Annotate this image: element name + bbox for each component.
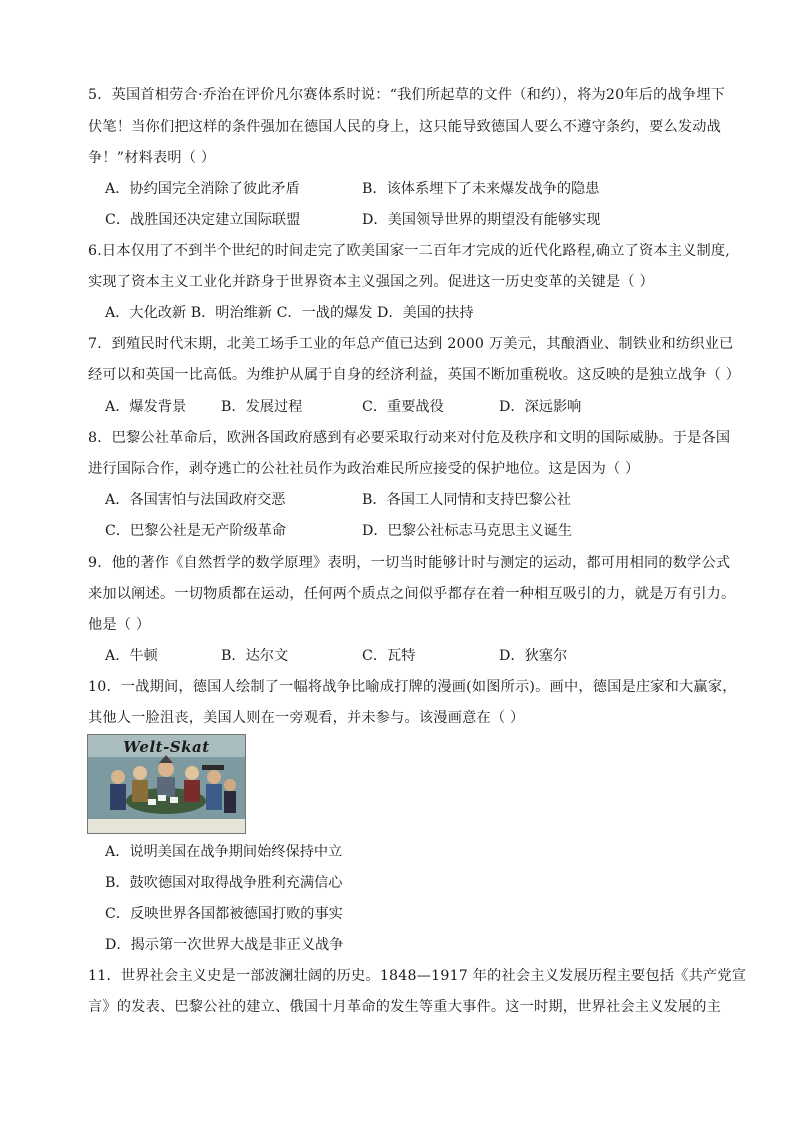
q8-stem-line-1: 8．巴黎公社革命后，欧洲各国政府感到有必要采取行动来对付危及秩序和文明的国际威胁。于是各国 xyxy=(88,430,731,446)
q9-option-b: B．达尔文 xyxy=(221,648,289,664)
q11-stem-line-1: 11．世界社会主义史是一部波澜壮阔的历史。1848—1917 年的社会主义发展历程主要包括《共产党宣 xyxy=(88,968,747,984)
q8-option-c: C．巴黎公社是无产阶级革命 xyxy=(105,523,287,539)
q10-stem-line-1: 10．一战期间，德国人绘制了一幅将战争比喻成打牌的漫画(如图所示)。画中，德国是庄家和大赢家， xyxy=(88,679,737,695)
q6-stem-line-1: 6.日本仅用了不到半个世纪的时间走完了欧美国家一二百年才完成的近代化路程,确立了资本主义制度, xyxy=(88,243,731,259)
q9-stem-line-3: 他是（ ） xyxy=(88,617,151,633)
q5-stem-line-2: 伏笔！当你们把这样的条件强加在德国人民的身上，这只能导致德国人要么不遵守条约，要么发动战 xyxy=(88,119,722,135)
q5-option-b: B．该体系埋下了未来爆发战争的隐患 xyxy=(362,181,600,197)
q8-stem-line-2: 进行国际合作，剥夺逃亡的公社社员作为政治难民所应接受的保护地位。这是因为（ ） xyxy=(88,461,640,477)
q8-option-d: D．巴黎公社标志马克思主义诞生 xyxy=(362,523,573,539)
cartoon-caption-strip xyxy=(88,819,245,833)
q7-option-c: C．重要战役 xyxy=(362,399,444,415)
q8-option-b: B．各国工人同情和支持巴黎公社 xyxy=(362,492,572,508)
q9-option-a: A．牛顿 xyxy=(105,648,158,664)
q7-option-d: D．深远影响 xyxy=(499,399,582,415)
q7-stem-line-2: 经可以和英国一比高低。为维护从属于自身的经济利益，英国不断加重税收。这反映的是独立战争（ ） xyxy=(88,367,741,383)
q5-stem-line-1: 5．英国首相劳合·乔治在评价凡尔赛体系时说：“我们所起草的文件（和约），将为20年后的战争埋下 xyxy=(88,87,726,103)
q6-stem-line-2: 实现了资本主义工业化并跻身于世界资本主义强国之列。促进这一历史变革的关键是（ ） xyxy=(88,274,654,290)
q11-stem-line-2: 言》的发表、巴黎公社的建立、俄国十月革命的发生等重大事件。这一时期，世界社会主义发展的主 xyxy=(88,999,722,1015)
q10-option-b: B．鼓吹德国对取得战争胜利充满信心 xyxy=(105,875,343,891)
q9-stem-line-1: 9．他的著作《自然哲学的数学原理》表明，一切当时能够计时与测定的运动，都可用相同的数学公式 xyxy=(88,555,731,571)
q10-stem-line-2: 其他人一脸沮丧，美国人则在一旁观看，并未参与。该漫画意在（ ） xyxy=(88,710,525,726)
q9-option-c: C．瓦特 xyxy=(362,648,416,664)
q7-option-a: A．爆发背景 xyxy=(105,399,187,415)
q10-option-a: A．说明美国在战争期间始终保持中立 xyxy=(105,844,343,860)
cartoon-image xyxy=(87,734,246,834)
q10-option-c: C．反映世界各国都被德国打败的事实 xyxy=(105,906,343,922)
q9-option-d: D．狄塞尔 xyxy=(499,648,568,664)
q5-stem-line-3: 争！”材料表明（ ） xyxy=(88,150,216,166)
q6-options: A．大化改新 B．明治维新 C．一战的爆发 D．美国的扶持 xyxy=(105,305,474,321)
q5-option-a: A．协约国完全消除了彼此矛盾 xyxy=(105,181,300,197)
q7-stem-line-1: 7．到殖民时代末期，北美工场手工业的年总产值已达到 2000 万美元，其酿酒业、制铁业和纺织业已 xyxy=(88,336,734,352)
q10-option-d: D．揭示第一次世界大战是非正义战争 xyxy=(105,937,344,953)
q8-option-a: A．各国害怕与法国政府交恶 xyxy=(105,492,286,508)
q9-stem-line-2: 来加以阐述。一切物质都在运动，任何两个质点之间似乎都存在着一种相互吸引的力，就是万有引力。 xyxy=(88,586,736,602)
q7-option-b: B．发展过程 xyxy=(221,399,303,415)
q5-option-d: D．美国领导世界的期望没有能够实现 xyxy=(362,212,601,228)
cartoon-title: Welt-Skat xyxy=(123,738,210,756)
q5-option-c: C．战胜国还决定建立国际联盟 xyxy=(105,212,301,228)
